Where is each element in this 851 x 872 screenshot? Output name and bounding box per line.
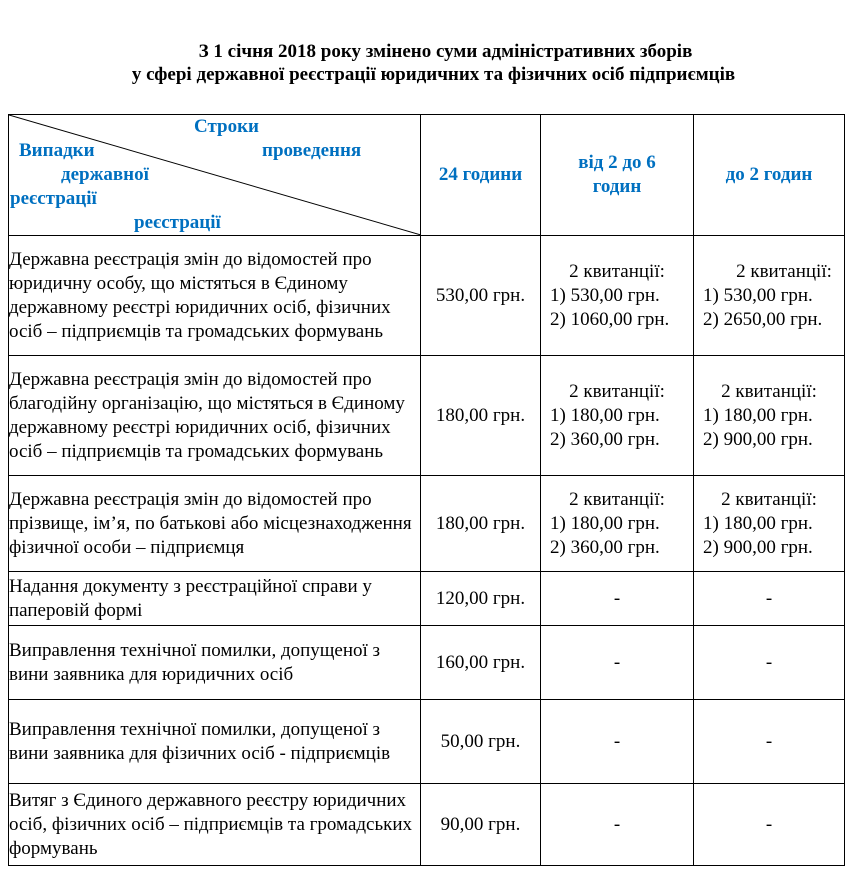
- receipts-2to6h: [541, 356, 694, 476]
- receipt-item-2: 2) 360,00 грн.: [550, 428, 660, 450]
- receipts-2to6h: [541, 236, 694, 356]
- receipts-2h: [694, 356, 845, 476]
- price-24h: 530,00 грн.: [421, 236, 541, 356]
- row-description: Виправлення технічної помилки, допущеної з вини заявника для юридичних осіб: [9, 626, 421, 700]
- receipt-item-2: 2) 900,00 грн.: [703, 536, 813, 558]
- corner-case-word-2: державної: [61, 164, 149, 185]
- receipt-item-2: 2) 2650,00 грн.: [703, 308, 823, 330]
- price-24h: 50,00 грн.: [421, 700, 541, 784]
- header-2to6h-line-2: годин: [592, 176, 642, 197]
- receipts-head: 2 квитанції:: [721, 488, 817, 510]
- table-row: [9, 784, 845, 866]
- corner-term-word-2: проведення: [262, 140, 362, 161]
- table-row: [9, 476, 845, 572]
- empty-2to6h: -: [541, 784, 694, 866]
- receipt-item-1: 1) 180,00 грн.: [703, 512, 813, 534]
- receipt-item-1: 1) 530,00 грн.: [550, 284, 660, 306]
- table-row: [9, 700, 845, 784]
- table-row: [9, 626, 845, 700]
- corner-case-word-1: Випадки: [19, 140, 95, 161]
- empty-2h: -: [694, 784, 845, 866]
- price-24h: 160,00 грн.: [421, 626, 541, 700]
- row-description: Надання документу з реєстраційної справи у паперовій формі: [9, 572, 421, 626]
- receipts-head: 2 квитанції:: [569, 380, 665, 402]
- table-row: [9, 572, 845, 626]
- table-header-row: [9, 115, 845, 236]
- receipts-head: 2 квитанції:: [569, 488, 665, 510]
- corner-term-word-1: Строки: [194, 116, 259, 137]
- receipts-head: 2 квитанції:: [736, 260, 832, 282]
- row-description: Державна реєстрація змін до відомостей про юридичну особу, що містяться в Єдиному державному реєстрі юридичних осіб, фізичних осіб – підприємців та громадських формувань: [9, 236, 421, 356]
- row-description: Державна реєстрація змін до відомостей про прізвище, ім’я, по батькові або місцезнаходження фізичної особи – підприємця: [9, 476, 421, 572]
- empty-2h: -: [694, 700, 845, 784]
- header-2h: до 2 годин: [694, 115, 845, 236]
- empty-2h: -: [694, 626, 845, 700]
- corner-header-cell: [9, 115, 421, 236]
- price-24h: 90,00 грн.: [421, 784, 541, 866]
- receipts-head: 2 квитанції:: [721, 380, 817, 402]
- receipt-item-1: 1) 180,00 грн.: [550, 512, 660, 534]
- header-2to6h: [541, 115, 694, 236]
- empty-2to6h: -: [541, 572, 694, 626]
- receipt-item-2: 2) 1060,00 грн.: [550, 308, 670, 330]
- price-24h: 180,00 грн.: [421, 356, 541, 476]
- receipt-item-1: 1) 180,00 грн.: [703, 404, 813, 426]
- empty-2to6h: -: [541, 626, 694, 700]
- title-line-2: у сфері державної реєстрації юридичних та фізичних осіб підприємців: [131, 64, 736, 85]
- row-description: Державна реєстрація змін до відомостей про благодійну організацію, що містяться в Єдиному державному реєстрі юридичних осіб, фізичних осіб – підприємців та громадських формувань: [9, 356, 421, 476]
- table-row: [9, 356, 845, 476]
- row-description: Витяг з Єдиного державного реєстру юридичних осіб, фізичних осіб – підприємців та громадських формувань: [9, 784, 421, 866]
- title-line-1: З 1 січня 2018 року змінено суми адміністративних зборів: [198, 41, 693, 62]
- table-row: [9, 236, 845, 356]
- receipt-item-1: 1) 530,00 грн.: [703, 284, 813, 306]
- receipt-item-2: 2) 360,00 грн.: [550, 536, 660, 558]
- receipts-head: 2 квитанції:: [569, 260, 665, 282]
- receipt-item-2: 2) 900,00 грн.: [703, 428, 813, 450]
- empty-2h: -: [694, 572, 845, 626]
- header-2to6h-line-1: від 2 до 6: [578, 152, 656, 173]
- empty-2to6h: -: [541, 700, 694, 784]
- price-24h: 180,00 грн.: [421, 476, 541, 572]
- price-24h: 120,00 грн.: [421, 572, 541, 626]
- receipts-2h: [694, 236, 845, 356]
- fees-table: [8, 114, 845, 866]
- corner-case-word-3: реєстрації: [10, 188, 97, 209]
- row-description: Виправлення технічної помилки, допущеної з вини заявника для фізичних осіб - підприємців: [9, 700, 421, 784]
- receipts-2to6h: [541, 476, 694, 572]
- receipts-2h: [694, 476, 845, 572]
- header-24h: 24 години: [421, 115, 541, 236]
- corner-case-word-4: реєстрації: [134, 212, 221, 233]
- receipt-item-1: 1) 180,00 грн.: [550, 404, 660, 426]
